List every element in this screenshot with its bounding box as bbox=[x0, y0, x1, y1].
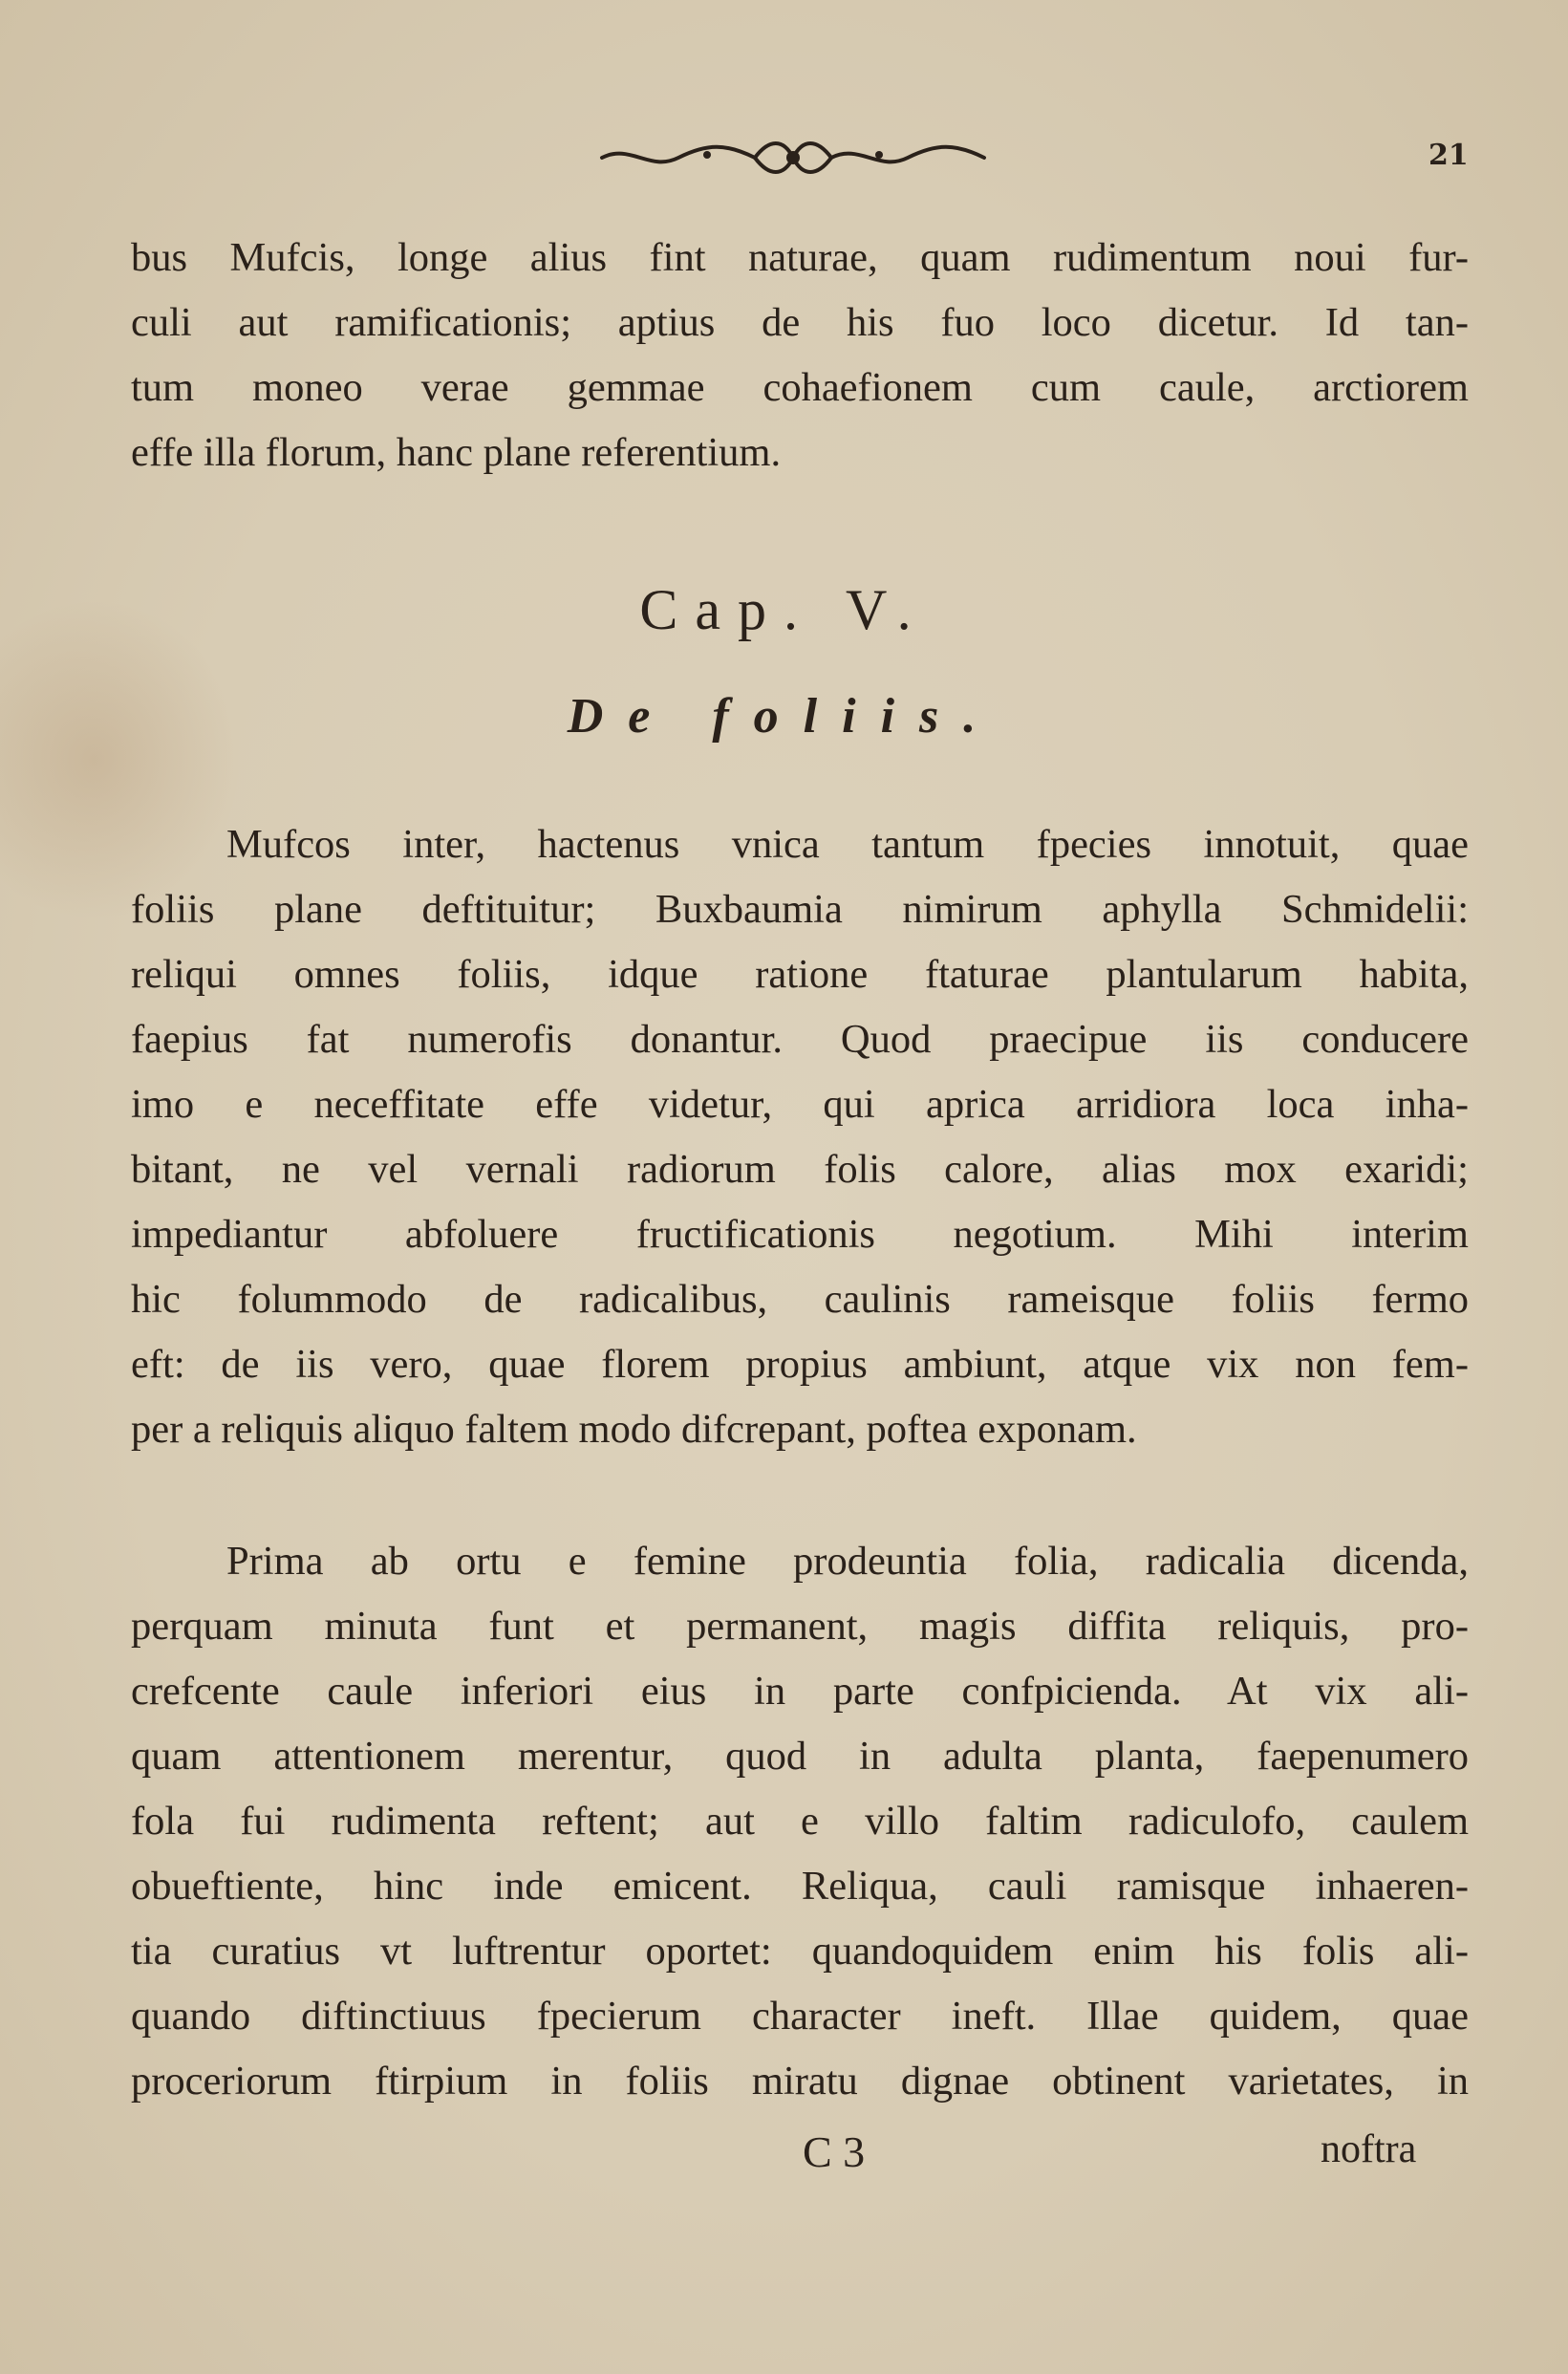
text-line: crefcente caule inferiori eius in parte confpicienda. At vix ali- bbox=[131, 1669, 1469, 1714]
catchword: noftra bbox=[1321, 2127, 1417, 2171]
text-line: per a reliquis aliquo faltem modo difcrepant, poftea exponam. bbox=[131, 1407, 1137, 1452]
chapter-heading: Cap. V. bbox=[639, 578, 929, 641]
text-line: effe illa florum, hanc plane referentium. bbox=[131, 430, 782, 475]
text-line: hic folummodo de radicalibus, caulinis rameisque foliis fermo bbox=[131, 1277, 1469, 1322]
paragraph-continued bbox=[131, 226, 1469, 486]
text-line: faepius fat numerofis donantur. Quod praecipue iis conducere bbox=[131, 1017, 1469, 1062]
page-number: 21 bbox=[1428, 139, 1469, 172]
text-line: fola fui rudimenta reftent; aut e villo faltim radiculofo, caulem bbox=[131, 1799, 1469, 1844]
text-line: bitant, ne vel vernali radiorum folis calore, alias mox exaridi; bbox=[131, 1147, 1469, 1192]
text-line: reliqui omnes foliis, idque ratione ftaturae plantularum habita, bbox=[131, 952, 1469, 997]
text-line: impediantur abfoluere fructificationis negotium. Mihi interim bbox=[131, 1212, 1469, 1257]
text-line: Prima ab ortu e femine prodeuntia folia, radicalia dicenda, bbox=[226, 1539, 1469, 1584]
text-line: tia curatius vt luftrentur oportet: quandoquidem enim his folis ali- bbox=[131, 1929, 1469, 1974]
text-line: obueftiente, hinc inde emicent. Reliqua, cauli ramisque inhaeren- bbox=[131, 1864, 1469, 1909]
text-line: quam attentionem merentur, quod in adulta planta, faepenumero bbox=[131, 1734, 1469, 1779]
text-line: proceriorum ftirpium in foliis miratu dignae obtinent varietates, in bbox=[131, 2059, 1469, 2104]
text-line: bus Mufcis, longe alius fint naturae, quam rudimentum noui fur- bbox=[131, 235, 1469, 280]
paragraph bbox=[131, 812, 1469, 1462]
text-line: culi aut ramificationis; aptius de his fuo loco dicetur. Id tan- bbox=[131, 300, 1469, 345]
paragraph bbox=[131, 1529, 1469, 2114]
text-line: imo e neceffitate effe videtur, qui aprica arridiora loca inha- bbox=[131, 1082, 1469, 1127]
signature-mark: C 3 bbox=[803, 2127, 866, 2176]
text-line: tum moneo verae gemmae cohaefionem cum caule, arctiorem bbox=[131, 365, 1469, 410]
chapter-subtitle: De foliis. bbox=[567, 689, 1001, 744]
ornament-icon bbox=[592, 134, 994, 182]
text-line: quando diftinctiuus fpecierum character ineft. Illae quidem, quae bbox=[131, 1994, 1469, 2039]
text-line: foliis plane deftituitur; Buxbaumia nimirum aphylla Schmidelii: bbox=[131, 887, 1469, 932]
text-line: perquam minuta funt et permanent, magis diffita reliquis, pro- bbox=[131, 1604, 1469, 1649]
text-line: eft: de iis vero, quae florem propius ambiunt, atque vix non fem- bbox=[131, 1342, 1469, 1387]
text-line: Mufcos inter, hactenus vnica tantum fpecies innotuit, quae bbox=[226, 822, 1469, 867]
